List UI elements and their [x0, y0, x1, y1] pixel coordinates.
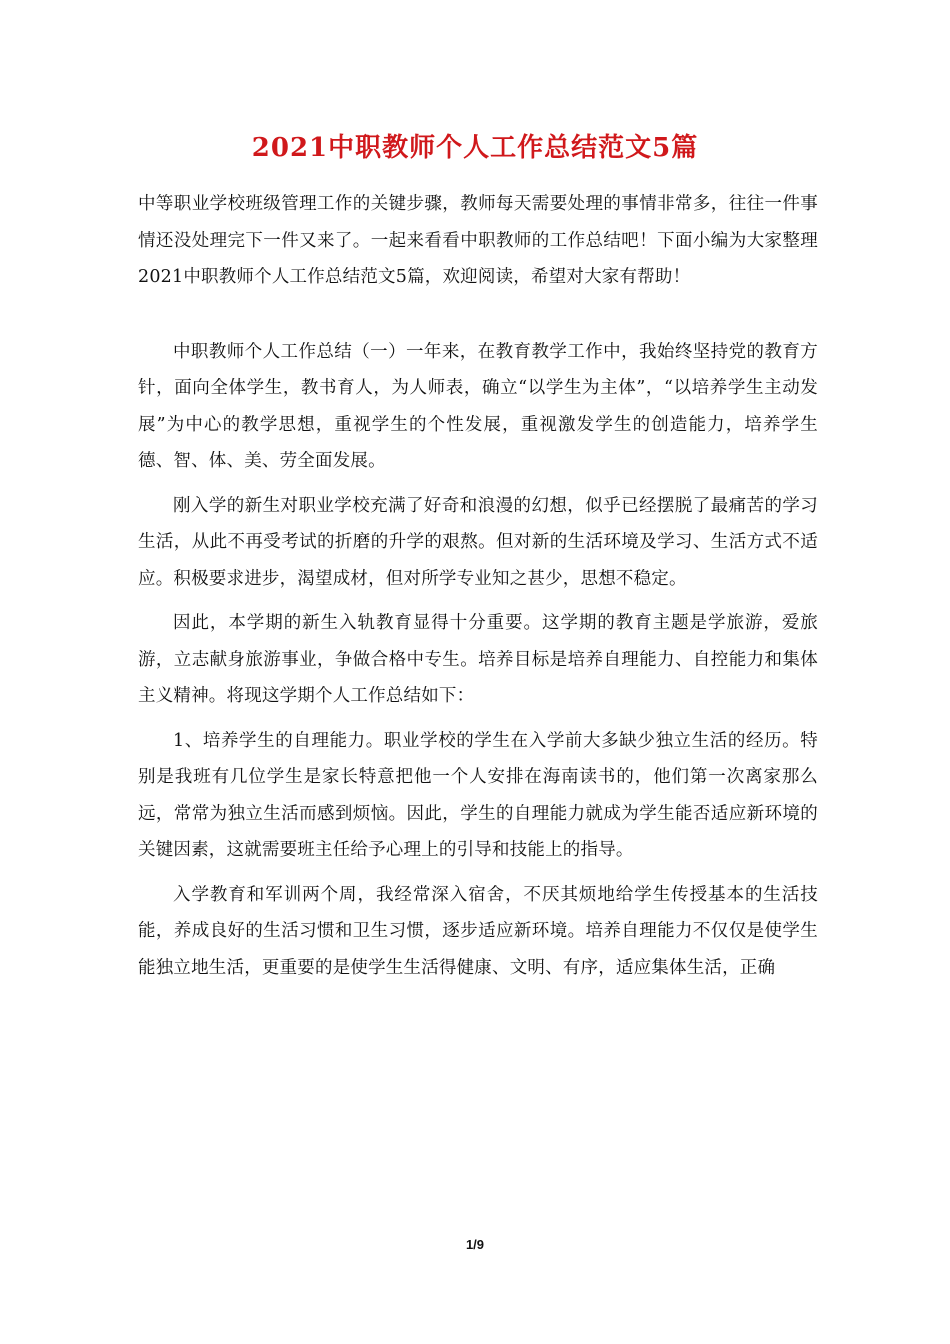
paragraph-spacer [138, 597, 818, 605]
page-number: 1/9 [465, 1237, 485, 1252]
intro-paragraph: 中等职业学校班级管理工作的关键步骤，教师每天需要处理的事情非常多，往往一件事情还没处理完下一件又来了。一起来看看中职教师的工作总结吧！下面小编为大家整理2021中职教师个人工作总结范文5篇，欢迎阅读，希望对大家有帮助！ [138, 194, 818, 287]
section-spacer [138, 296, 818, 334]
body-paragraph: 刚入学的新生对职业学校充满了好奇和浪漫的幻想，似乎已经摆脱了最痛苦的学习生活，从此不再受考试的折磨的升学的艰熬。但对新的生活环境及学习、生活方式不适应。积极要求进步，渴望成材，但对所学专业知之甚少，思想不稳定。 [138, 495, 818, 589]
paragraph-spacer [138, 869, 818, 877]
document-title: 2021中职教师个人工作总结范文5篇 [251, 133, 699, 163]
body-paragraph: 中职教师个人工作总结（一）一年来，在教育教学工作中，我始终坚持党的教育方针，面向全体学生，教书育人，为人师表，确立“以学生为主体”，“以培养学生主动发展”为中心的教学思想，重视学生的个性发展，重视激发学生的创造能力，培养学生德、智、体、美、劳全面发展。 [138, 341, 818, 471]
paragraph-spacer [138, 715, 818, 723]
paragraph-spacer [138, 480, 818, 488]
body-paragraph: 1、培养学生的自理能力。职业学校的学生在入学前大多缺少独立生活的经历。特别是我班有几位学生是家长特意把他一个人安排在海南读书的，他们第一次离家那么远，常常为独立生活而感到烦恼。因此，学生的自理能力就成为学生能否适应新环境的关键因素，这就需要班主任给予心理上的引导和技能上的指导。 [138, 730, 818, 860]
document-body [138, 186, 818, 986]
body-paragraph: 入学教育和军训两个周，我经常深入宿舍，不厌其烦地给学生传授基本的生活技能，养成良好的生活习惯和卫生习惯，逐步适应新环境。培养自理能力不仅仅是使学生能独立地生活，更重要的是使学生生活得健康、文明、有序，适应集体生活，正确 [138, 884, 818, 978]
body-paragraph: 因此，本学期的新生入轨教育显得十分重要。这学期的教育主题是学旅游，爱旅游，立志献身旅游事业，争做合格中专生。培养目标是培养自理能力、自控能力和集体主义精神。将现这学期个人工作总结如下： [138, 613, 818, 706]
